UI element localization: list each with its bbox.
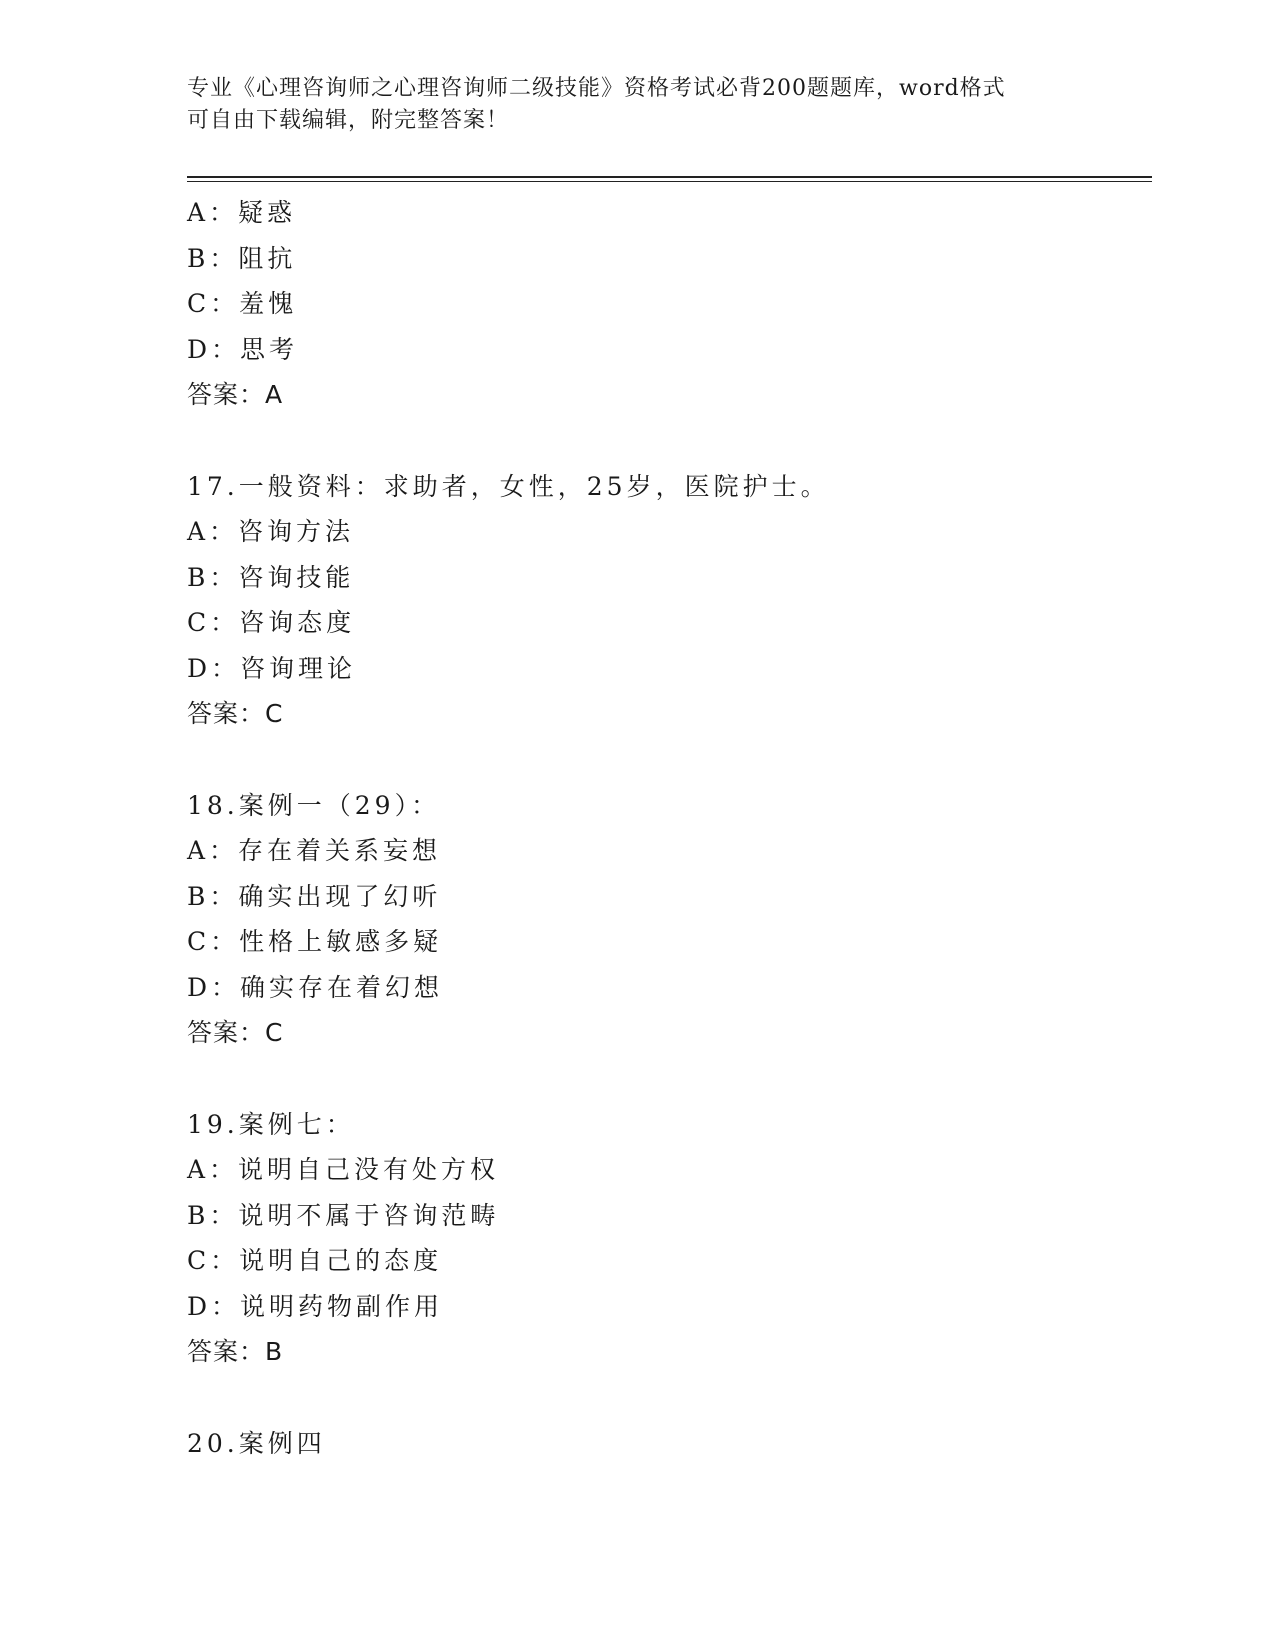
question-18 xyxy=(187,783,1147,1056)
option-c: C：羞愧 xyxy=(187,289,298,318)
answer-line: 答案：B xyxy=(187,1337,284,1366)
question-stem: 18.案例一（29）： xyxy=(187,790,441,820)
option-d: D：说明药物副作用 xyxy=(187,1291,444,1321)
answer-line: 答案：A xyxy=(187,380,284,409)
question-20 xyxy=(187,1421,1147,1467)
question-list xyxy=(187,190,1147,1466)
header-rule-thick xyxy=(187,176,1152,178)
option-a: A：说明自己没有处方权 xyxy=(187,1155,500,1184)
option-c: C：说明自己的态度 xyxy=(187,1246,443,1275)
question-17 xyxy=(187,464,1147,737)
option-a: A：存在着关系妄想 xyxy=(187,836,442,865)
option-d: D：思考 xyxy=(187,334,299,364)
header-line-2: 可自由下载编辑，附完整答案！ xyxy=(187,108,510,133)
spacer xyxy=(187,737,1147,783)
spacer xyxy=(187,1056,1147,1102)
option-a: A：咨询方法 xyxy=(187,517,355,546)
option-d: D：确实存在着幻想 xyxy=(187,972,444,1002)
question-stem: 20.案例四 xyxy=(187,1428,326,1458)
header-rule-thin xyxy=(187,181,1152,182)
spacer xyxy=(187,418,1147,464)
answer-line: 答案：C xyxy=(187,699,284,728)
option-b: B：确实出现了幻听 xyxy=(187,881,442,911)
header-line-1: 专业《心理咨询师之心理咨询师二级技能》资格考试必背200题题库，word格式 xyxy=(187,76,1006,101)
answer-line: 答案：C xyxy=(187,1018,284,1047)
document-header xyxy=(187,73,1087,137)
option-c: C：咨询态度 xyxy=(187,608,356,637)
question-19 xyxy=(187,1102,1147,1375)
option-d: D：咨询理论 xyxy=(187,653,357,683)
question-stem: 17.一般资料：求助者，女性，25岁，医院护士。 xyxy=(187,471,830,501)
option-b: B：阻抗 xyxy=(187,243,297,273)
spacer xyxy=(187,1375,1147,1421)
question-stem: 19.案例七： xyxy=(187,1109,355,1139)
question-16 xyxy=(187,190,1147,418)
option-b: B：咨询技能 xyxy=(187,562,355,592)
option-a: A：疑惑 xyxy=(187,198,297,227)
option-b: B：说明不属于咨询范畴 xyxy=(187,1200,500,1230)
option-c: C：性格上敏感多疑 xyxy=(187,927,443,956)
